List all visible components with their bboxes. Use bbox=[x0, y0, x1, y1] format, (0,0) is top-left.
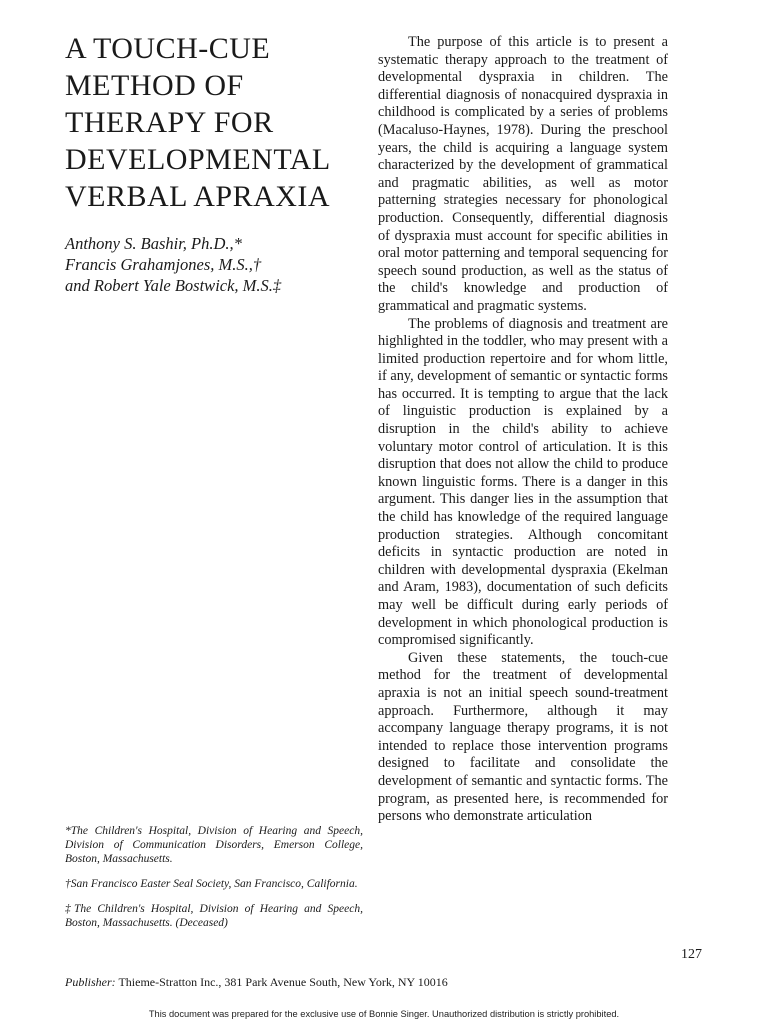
title-line: VERBAL APRAXIA bbox=[65, 180, 331, 213]
author-list bbox=[65, 233, 365, 296]
article-title bbox=[65, 30, 365, 215]
author-line: and Robert Yale Bostwick, M.S.‡ bbox=[65, 276, 282, 295]
publisher-text: Thieme-Stratton Inc., 381 Park Avenue South, New York, NY 10016 bbox=[118, 975, 448, 989]
left-column bbox=[65, 30, 365, 296]
title-line: A TOUCH-CUE bbox=[65, 32, 271, 65]
publisher-label: Publisher: bbox=[65, 975, 116, 989]
body-paragraph: The problems of diagnosis and treatment are highlighted in the toddler, who may present with a limited production repertoire and for whom little, if any, development of semantic or syntactic forms has occurred. It is tempting to argue that the lack of linguistic production is explained by a disruption in the child's ability to achieve voluntary motor control of articulation. It is this disruption that does not allow the child to produce known linguistic forms. There is a danger in this argument. This danger lies in the assumption that the child has knowledge of the required language production strategies. Although concomitant deficits in syntactic production are noted in children with developmental dyspraxia (Ekelman and Aram, 1983), documentation of such deficits may well be difficult during early periods of development in which phonological production is compromised significantly. bbox=[378, 315, 668, 649]
affiliation-note: ‡The Children's Hospital, Division of Hearing and Speech, Boston, Massachusetts. (Deceased) bbox=[65, 903, 363, 929]
author-line: Francis Grahamjones, M.S.,† bbox=[65, 255, 262, 274]
author-line: Anthony S. Bashir, Ph.D.,* bbox=[65, 234, 242, 253]
body-paragraph: The purpose of this article is to present a systematic therapy approach to the treatment of developmental dyspraxia in children. The differential diagnosis of nonacquired dyspraxia in childhood is complicated by a series of problems (Macaluso-Haynes, 1978). During the preschool years, the child is acquiring a language system characterized by the development of grammatical and pragmatic abilities, as well as motor patterning strategies necessary for phonological production. Consequently, differential diagnosis of dyspraxia must account for specific abilities in oral motor patterning and temporal sequencing for speech sound production, as well as the status of the child's knowledge and production of grammatical and pragmatic systems. bbox=[378, 34, 668, 314]
distribution-disclaimer: This document was prepared for the exclusive use of Bonnie Singer. Unauthorized distribution is strictly prohibited. bbox=[148, 1009, 620, 1019]
body-text-column bbox=[378, 34, 668, 826]
body-paragraph: Given these statements, the touch-cue method for the treatment of developmental apraxia is not an initial speech sound-treatment approach. Furthermore, although it may accompany language therapy programs, it is not intended to replace those intervention programs designed to facilitate and consolidate the development of semantic and syntactic forms. The program, as presented here, is recommended for persons who demonstrate articulation bbox=[378, 649, 668, 825]
publisher-line bbox=[65, 975, 448, 990]
title-line: METHOD OF bbox=[65, 69, 244, 102]
page-number: 127 bbox=[681, 947, 702, 962]
affiliation-note: †San Francisco Easter Seal Society, San Francisco, California. bbox=[65, 878, 358, 890]
title-line: DEVELOPMENTAL bbox=[65, 143, 331, 176]
affiliation-note: *The Children's Hospital, Division of Hearing and Speech, Division of Communication Disorders, Emerson College, Boston, Massachusetts. bbox=[65, 825, 363, 865]
title-line: THERAPY FOR bbox=[65, 106, 274, 139]
author-affiliation-notes bbox=[65, 824, 363, 941]
